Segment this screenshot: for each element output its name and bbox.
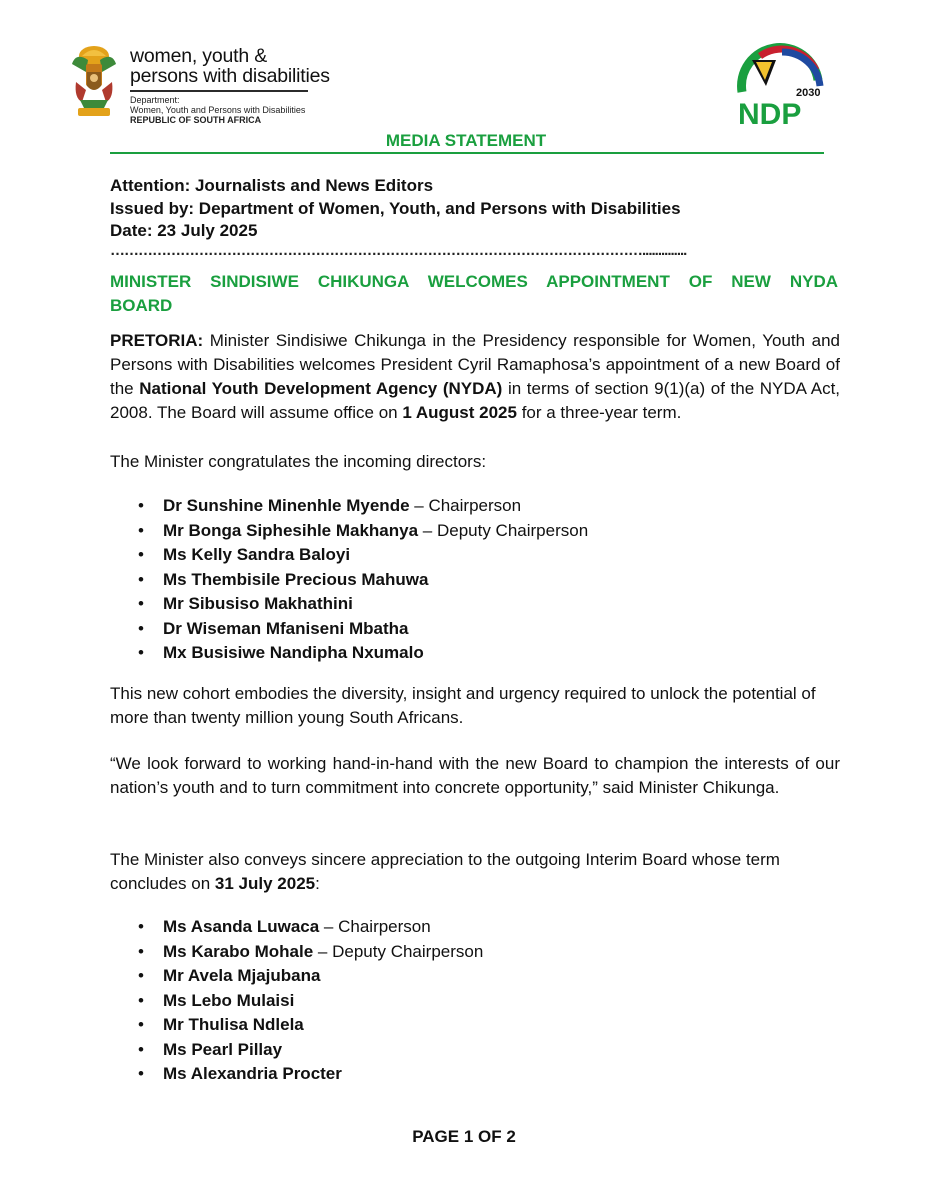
coat-of-arms-logo xyxy=(66,42,122,120)
list-item: • Mr Thulisa Ndlela xyxy=(110,1013,483,1038)
statement-meta xyxy=(110,175,681,243)
list-item: • Ms Karabo Mohale – Deputy Chairperson xyxy=(110,940,483,965)
list-item: • Ms Kelly Sandra Baloyi xyxy=(110,543,588,568)
list-item: • Ms Pearl Pillay xyxy=(110,1038,483,1063)
start-date: 1 August 2025 xyxy=(402,403,517,422)
end-date: 31 July 2025 xyxy=(214,874,316,893)
dept-label: Department: xyxy=(130,95,180,105)
ndp-text: NDP xyxy=(738,98,802,130)
dept-underline xyxy=(130,90,308,92)
list-item: • Ms Lebo Mulaisi xyxy=(110,989,483,1014)
quote-paragraph: “We look forward to working hand-in-hand with the new Board to champion the interests of our nation’s youth and to turn commitment into concrete opportunity,” said Minister Chikunga. xyxy=(110,754,840,797)
list-item: • Ms Asanda Luwaca – Chairperson xyxy=(110,915,483,940)
congrats-paragraph: The Minister congratulates the incoming directors: xyxy=(110,452,487,471)
appreciation-text-2: : xyxy=(315,874,320,893)
list-item: • Ms Thembisile Precious Mahuwa xyxy=(110,568,588,593)
list-item: • Ms Alexandria Procter xyxy=(110,1062,483,1087)
ndp-year-text: 2030 xyxy=(796,87,821,99)
attention-line: Attention: Journalists and News Editors xyxy=(110,176,434,195)
title-rule xyxy=(110,152,824,154)
issued-by-line: Issued by: Department of Women, Youth, and Persons with Disabilities xyxy=(110,198,681,218)
dept-name-line1: women, youth & xyxy=(130,45,268,67)
cohort-paragraph: This new cohort embodies the diversity, insight and urgency required to unlock the potential of more than twenty million young South Africans. xyxy=(110,684,816,727)
headline: MINISTER SINDISIWE CHIKUNGA WELCOMES APPOINTMENT OF NEW NYDA BOARD xyxy=(110,272,838,315)
date-line: Date: 23 July 2025 xyxy=(110,221,258,240)
list-item: • Mx Busisiwe Nandipha Nxumalo xyxy=(110,641,588,666)
list-item: • Dr Wiseman Mfaniseni Mbatha xyxy=(110,617,588,642)
agency-name: National Youth Development Agency (NYDA) xyxy=(139,379,503,398)
dateline: PRETORIA: xyxy=(110,331,204,350)
list-item: • Mr Sibusiso Makhathini xyxy=(110,592,588,617)
list-item: • Mr Bonga Siphesihle Makhanya – Deputy Chairperson xyxy=(110,519,588,544)
outgoing-board-list xyxy=(110,915,483,1087)
intro-text-2: in terms of section 9(1)(a) of the NYDA Act, 2008. The Board will assume office on xyxy=(110,379,841,422)
dept-full-name: Women, Youth and Persons with Disabilities xyxy=(130,105,306,115)
intro-paragraph xyxy=(110,329,840,425)
department-identity xyxy=(130,46,430,125)
ndp-2030-logo xyxy=(730,40,830,130)
media-statement-title: MEDIA STATEMENT xyxy=(385,131,547,150)
appreciation-text-1: The Minister also conveys sincere appreciation to the outgoing Interim Board whose term concludes on xyxy=(110,850,780,893)
page-number: PAGE 1 OF 2 xyxy=(412,1127,516,1146)
appreciation-paragraph xyxy=(110,848,840,896)
list-item: • Dr Sunshine Minenhle Myende – Chairperson xyxy=(110,494,588,519)
incoming-board-list xyxy=(110,494,588,666)
dotted-separator: …………………………………………………………………………………………………….............. xyxy=(110,242,687,259)
intro-text-3: for a three-year term. xyxy=(516,403,682,422)
country-name: REPUBLIC OF SOUTH AFRICA xyxy=(130,115,262,125)
list-item: • Mr Avela Mjajubana xyxy=(110,964,483,989)
dept-name-line2: persons with disabilities xyxy=(130,65,330,87)
intro-text-1: Minister Sindisiwe Chikunga in the Presidency responsible for Women, Youth and Persons with Disabilities welcomes President Cyril Ramaphosa’s appointment of a new Board of the xyxy=(110,331,840,398)
